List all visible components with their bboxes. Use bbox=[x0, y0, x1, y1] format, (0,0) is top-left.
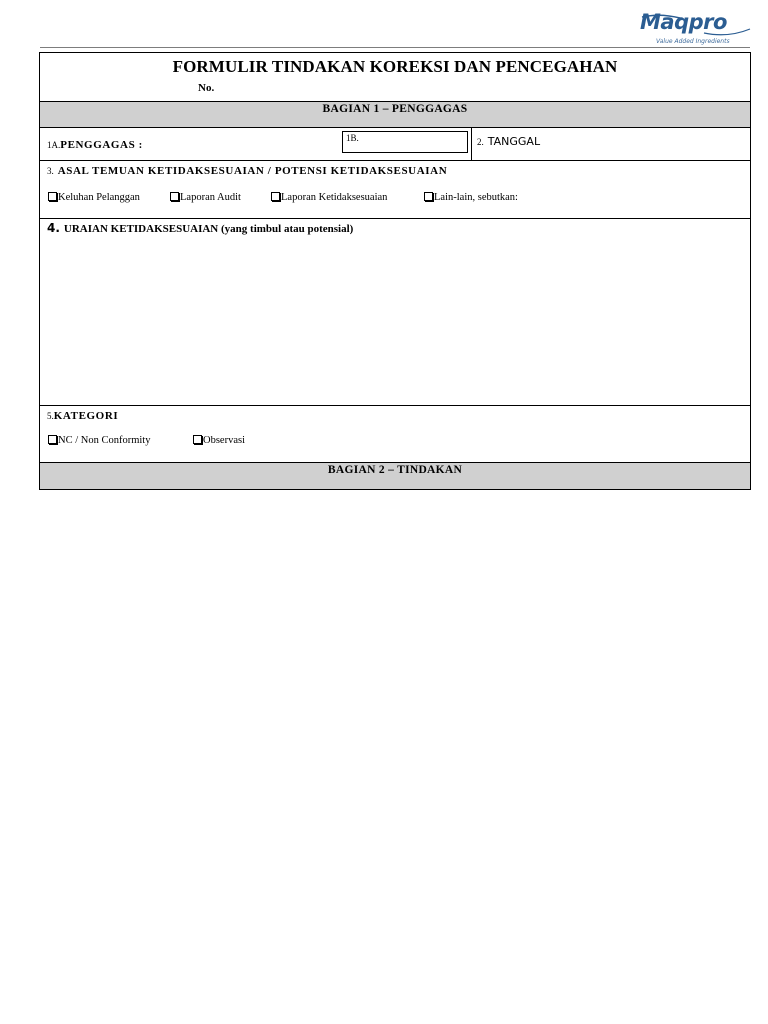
form-title: FORMULIR TINDAKAN KOREKSI DAN PENCEGAHAN bbox=[172, 57, 618, 76]
field-1a bbox=[47, 135, 143, 153]
category-options bbox=[48, 435, 448, 451]
option-label: Laporan Audit bbox=[180, 192, 241, 203]
field-5-label: KATEGORI bbox=[53, 410, 119, 422]
checkbox-icon[interactable] bbox=[424, 192, 433, 201]
field-1a-prefix: 1A. bbox=[47, 140, 61, 150]
field-divider bbox=[471, 128, 472, 160]
option-observasi[interactable] bbox=[193, 435, 245, 446]
field-5 bbox=[47, 406, 118, 424]
field-5-prefix: 5. bbox=[47, 411, 54, 421]
field-4-label: URAIAN KETIDAKSESUAIAN (yang timbul atau potensial) bbox=[63, 223, 354, 235]
field-2-label: TANGGAL bbox=[487, 135, 541, 148]
field-3-label: ASAL TEMUAN KETIDAKSESUAIAN / POTENSI KETIDAKSESUAIAN bbox=[57, 165, 448, 177]
option-laporan-audit[interactable] bbox=[170, 192, 241, 203]
initiator-row bbox=[40, 128, 750, 161]
description-row[interactable] bbox=[40, 219, 750, 406]
corrective-action-form bbox=[39, 52, 751, 490]
field-4-prefix: 4. bbox=[47, 221, 60, 235]
form-number-label: No. bbox=[198, 82, 215, 94]
option-nc[interactable] bbox=[48, 435, 150, 446]
form-title-row bbox=[40, 53, 750, 102]
option-label: Keluhan Pelanggan bbox=[58, 192, 140, 203]
source-options bbox=[48, 192, 648, 208]
field-1a-label: PENGGAGAS : bbox=[60, 139, 143, 151]
section-2-header bbox=[40, 463, 750, 489]
logo-wordmark: Maqpro bbox=[640, 10, 727, 34]
section-1-header bbox=[40, 102, 750, 128]
section-2-title: BAGIAN 2 – TINDAKAN bbox=[327, 464, 463, 476]
checkbox-icon[interactable] bbox=[48, 435, 57, 444]
field-1b-input[interactable] bbox=[342, 131, 468, 153]
option-laporan-ketidaksesuaian[interactable] bbox=[271, 192, 387, 203]
option-label: NC / Non Conformity bbox=[58, 435, 151, 446]
checkbox-icon[interactable] bbox=[48, 192, 57, 201]
option-label: Lain-lain, sebutkan: bbox=[434, 192, 518, 203]
option-label: Observasi bbox=[203, 435, 245, 446]
option-lain-lain[interactable] bbox=[424, 192, 518, 203]
company-logo bbox=[640, 12, 752, 48]
field-3-prefix: 3. bbox=[47, 166, 54, 176]
field-1b-label: 1B. bbox=[346, 133, 359, 143]
finding-source-row bbox=[40, 161, 750, 219]
checkbox-icon[interactable] bbox=[193, 435, 202, 444]
field-2[interactable] bbox=[477, 132, 540, 150]
section-1-title: BAGIAN 1 – PENGGAGAS bbox=[322, 103, 468, 115]
category-row bbox=[40, 406, 750, 463]
field-3 bbox=[47, 161, 447, 179]
checkbox-icon[interactable] bbox=[271, 192, 280, 201]
field-2-prefix: 2. bbox=[477, 137, 484, 147]
logo-tagline: Value Added Ingredients bbox=[656, 38, 730, 45]
field-4 bbox=[47, 219, 353, 237]
option-label: Laporan Ketidaksesuaian bbox=[281, 192, 388, 203]
checkbox-icon[interactable] bbox=[170, 192, 179, 201]
option-keluhan-pelanggan[interactable] bbox=[48, 192, 140, 203]
